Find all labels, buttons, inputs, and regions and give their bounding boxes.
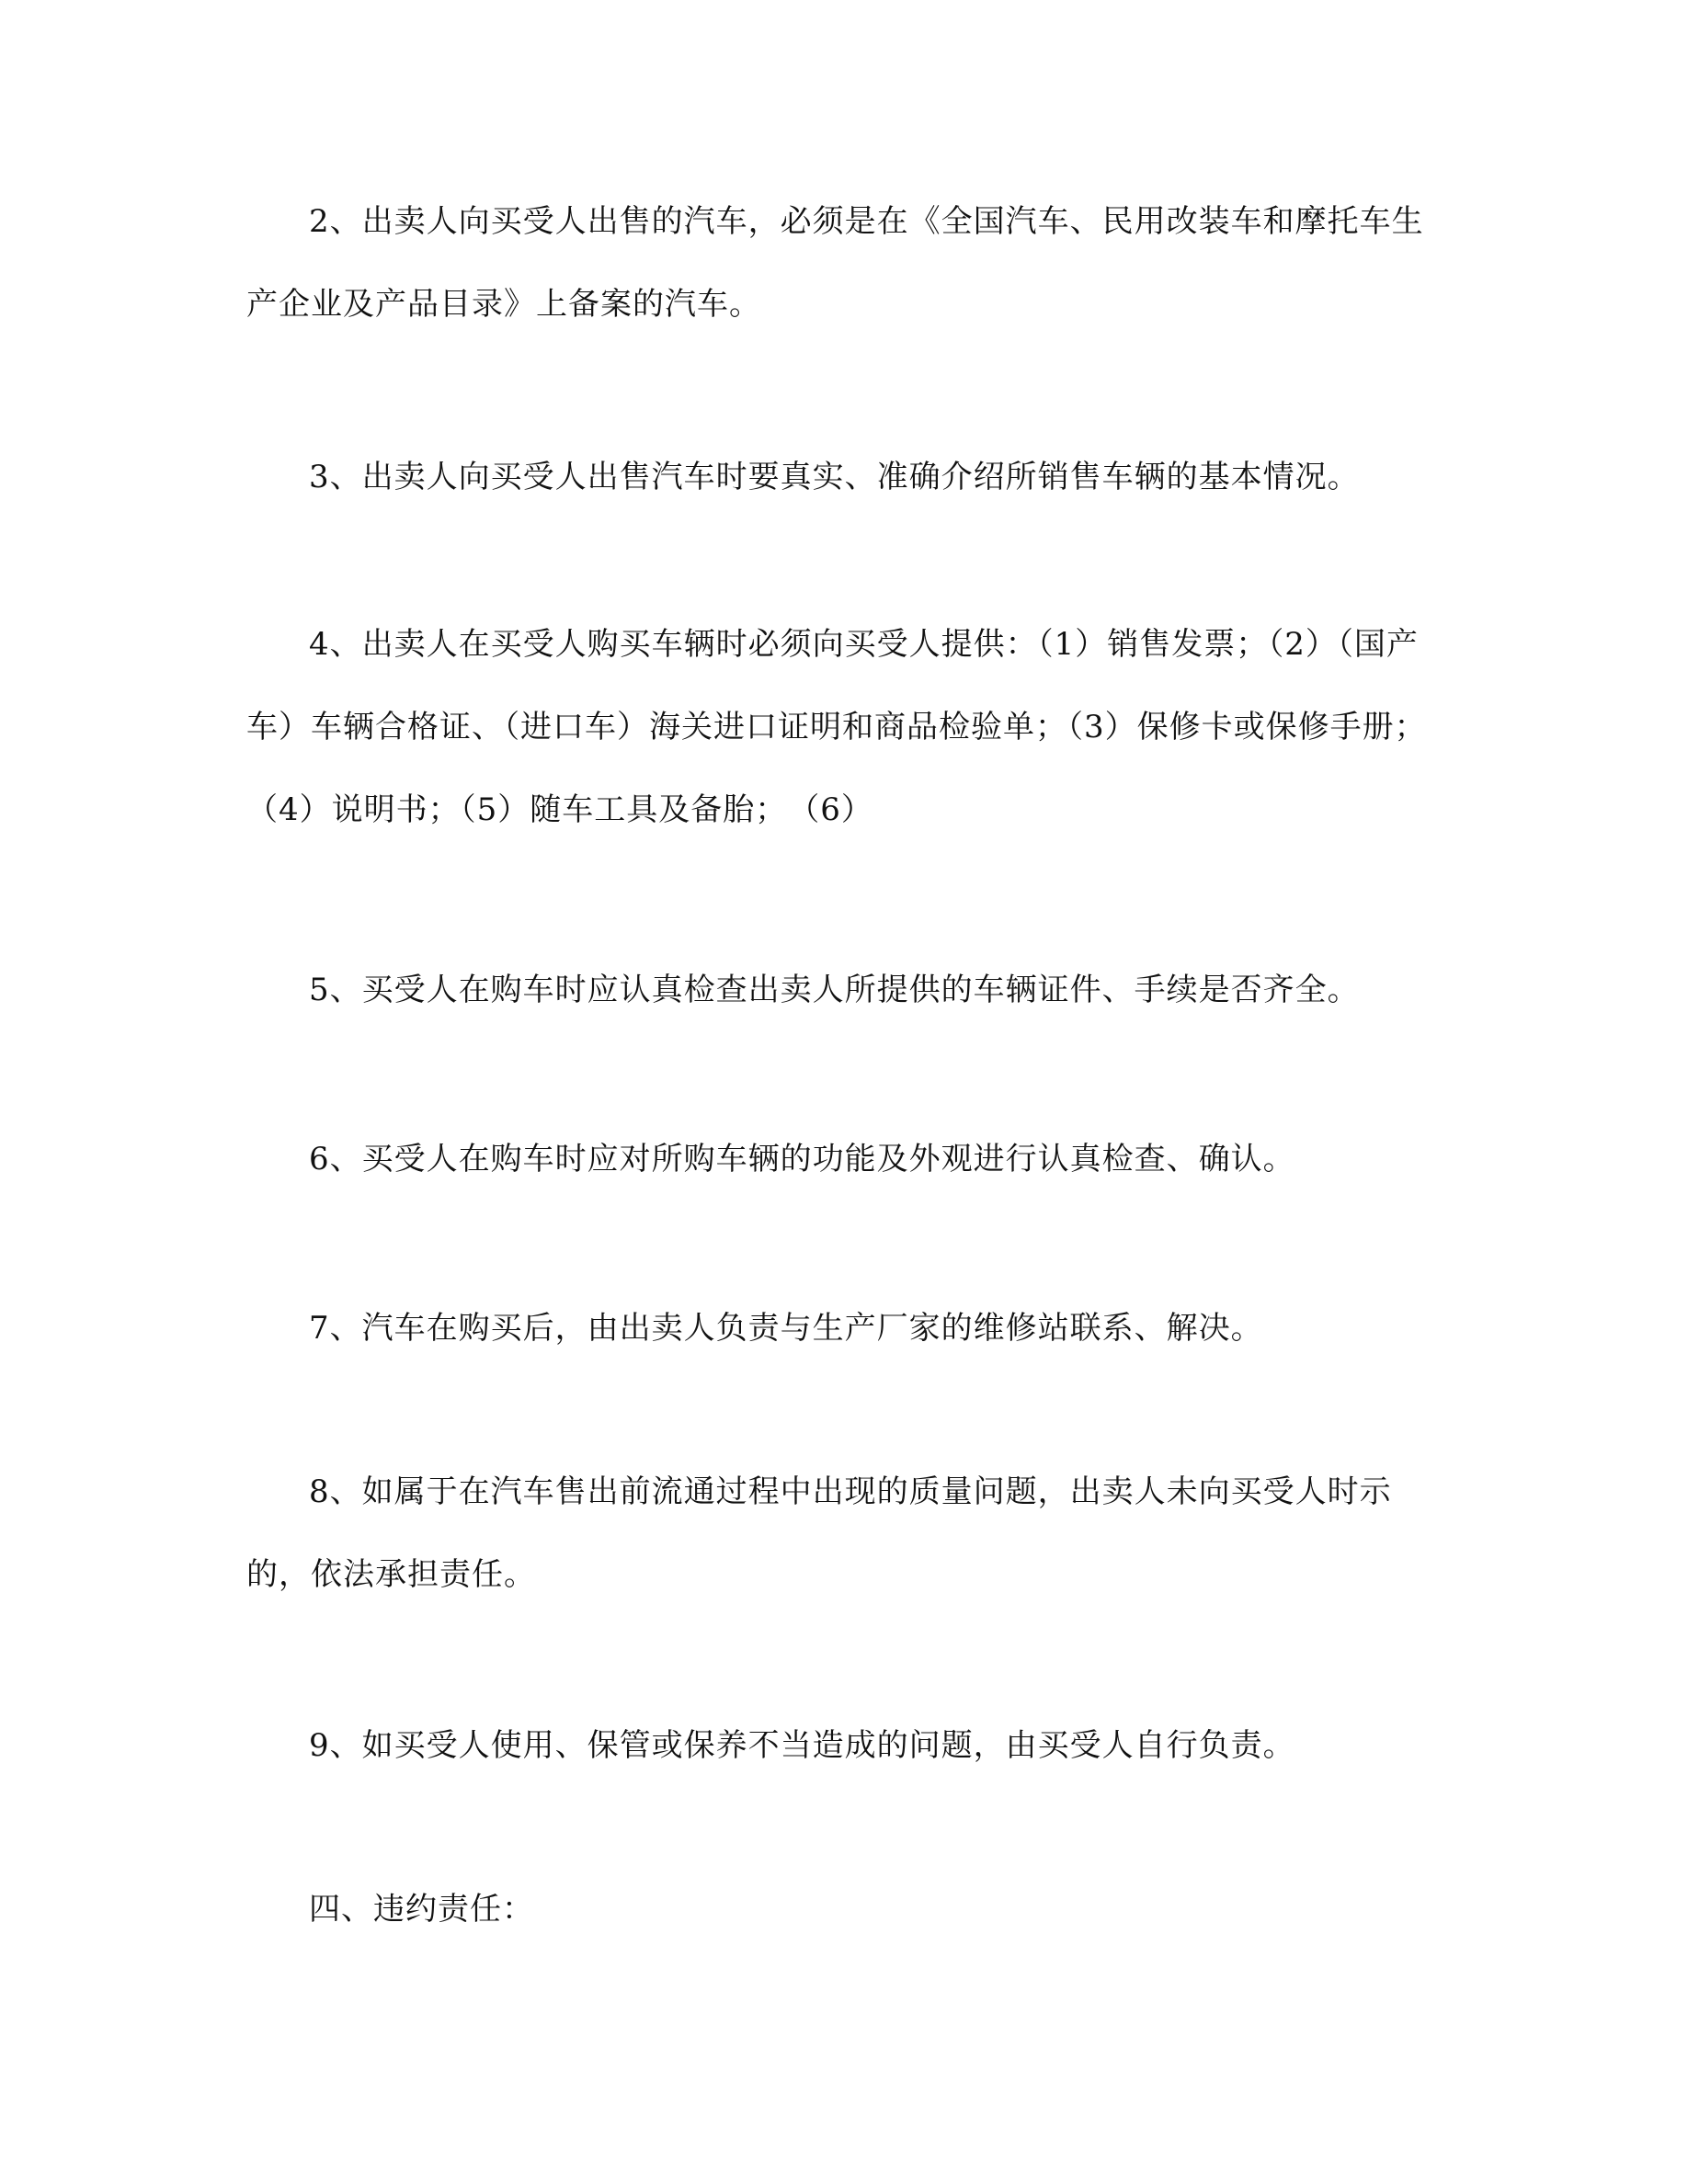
clause-2: 2、出卖人向买受人出售的汽车，必须是在《全国汽车、民用改装车和摩托车生产企业及产品目录》上备案的汽车。 [246, 203, 1424, 323]
clause-7: 7、汽车在购买后，由出卖人负责与生产厂家的维修站联系、解决。 [309, 1310, 1263, 1347]
clause-5: 5、买受人在购车时应认真检查出卖人所提供的车辆证件、手续是否齐全。 [309, 972, 1360, 1008]
clause-6: 6、买受人在购车时应对所购车辆的功能及外观进行认真检查、确认。 [309, 1141, 1295, 1177]
clause-9: 9、如买受人使用、保管或保养不当造成的问题，由买受人自行负责。 [309, 1727, 1295, 1764]
clause-4: 4、出卖人在买受人购买车辆时必须向买受人提供：（1）销售发票；（2）（国产车）车辆合格证、（进口车）海关进口证明和商品检验单；（3）保修卡或保修手册；（4）说明书；（5）随车工具及备胎； （6） [246, 626, 1427, 828]
clause-3: 3、出卖人向买受人出售汽车时要真实、准确介绍所销售车辆的基本情况。 [309, 459, 1360, 495]
section-heading-breach-liability: 四、违约责任： [309, 1891, 534, 1928]
clause-8: 8、如属于在汽车售出前流通过程中出现的质量问题，出卖人未向买受人时示的，依法承担责任。 [246, 1473, 1392, 1593]
